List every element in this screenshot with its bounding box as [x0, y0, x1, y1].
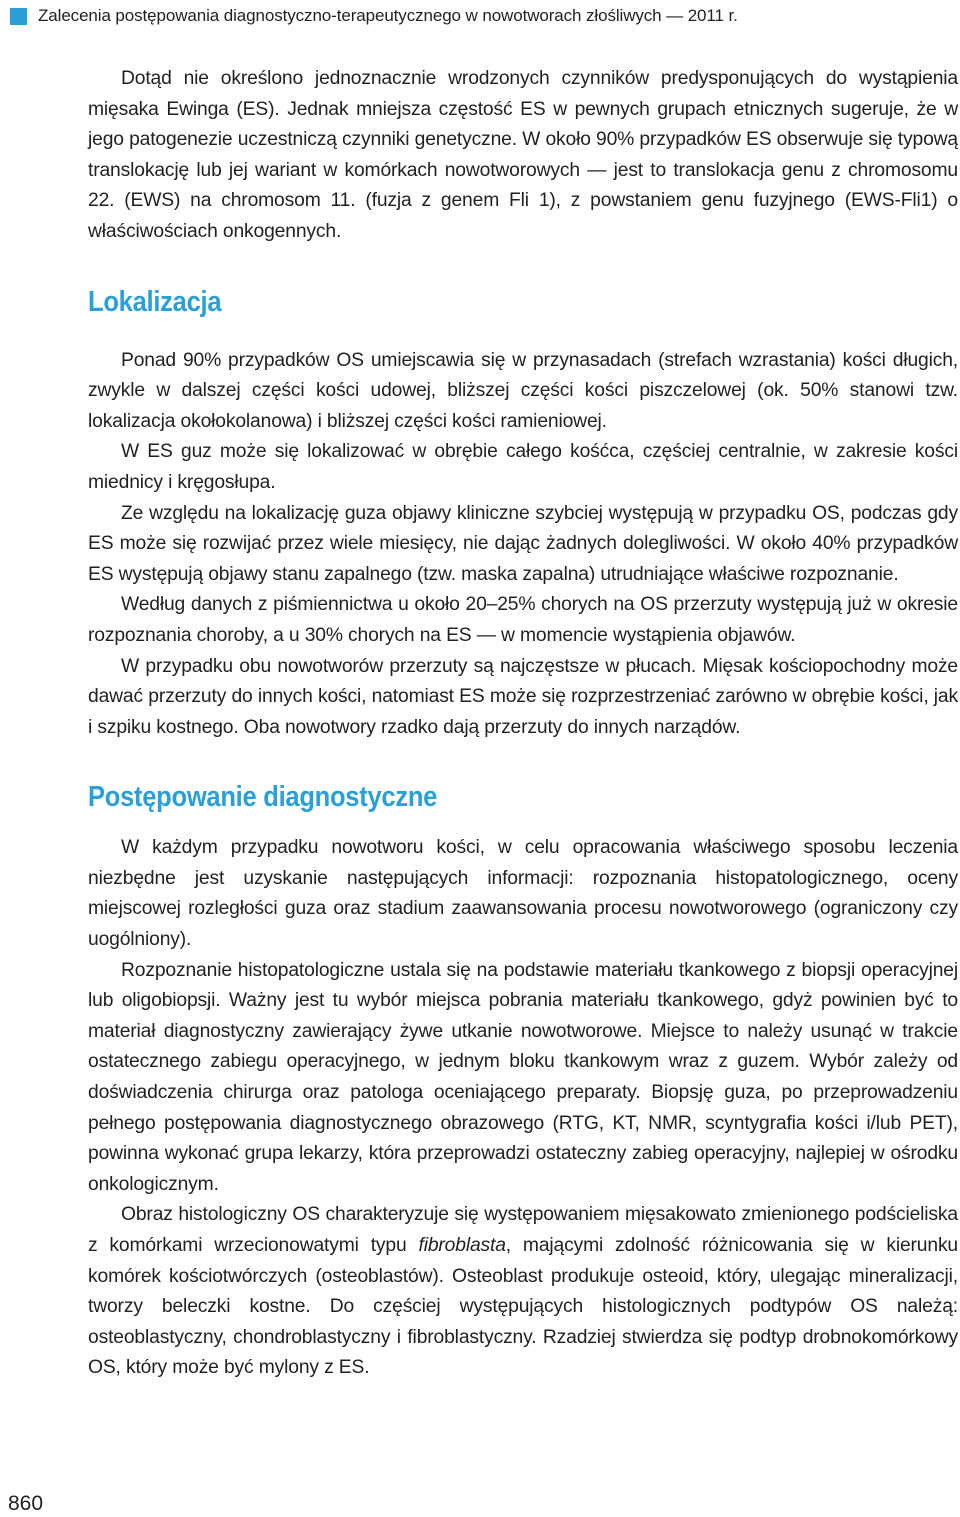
page-number: 860: [8, 1492, 44, 1515]
section-heading-diagnostics: Postępowanie diagnostyczne: [88, 781, 438, 814]
running-header-text: Zalecenia postępowania diagnostyczno-terapeutycznego w nowotworach złośliwych — 2011 r.: [38, 6, 738, 25]
running-header: [10, 4, 950, 28]
intro-paragraph: Dotąd nie określono jednoznacznie wrodzonych czynników predysponujących do wystąpienia mięsaka Ewinga (ES). Jednak mniejsza częstość ES w pewnych grupach etnicznych sugeruje, że w jego patogenezie uczestniczą czynniki genetyczne. W około 90% przypadków ES obserwuje się typową translokację lub jej wariant w komórkach nowotworowych — jest to translokacja genu z chromosomu 22. (EWS) na chromosom 11. (fuzja z genem Fli 1), z powstaniem genu fuzyjnego (EWS-Fli1) o właściwościach onkogennych.: [88, 68, 958, 242]
diagnostics-paragraph-3-end: , mającymi zdolność różnicowania się w kierunku komórek kościotwórczych (osteoblastów). Osteoblast produkuje osteoid, który, ulegając mineralizacji, tworzy beleczki kostne. Do częściej występujących histologicznych podtypów OS należą: osteoblastyczny, chondroblastyczny i fibroblastyczny. Rzadziej stwierdza się podtyp drobnokomórkowy OS, który może być mylony z ES.: [88, 1235, 959, 1379]
fibroblasta-term: fibroblasta: [418, 1235, 506, 1256]
diagnostics-paragraph-3: [88, 1200, 958, 1384]
section-heading-localization: Lokalizacja: [88, 285, 222, 318]
localization-paragraph-2: W ES guz może się lokalizować w obrębie całego kośćca, częściej centralnie, w zakresie kości miednicy i kręgosłupa.: [88, 441, 958, 493]
localization-paragraph-4: Według danych z piśmiennictwa u około 20–25% chorych na OS przerzuty występują już w okresie rozpoznania choroby, a u 30% chorych na ES — w momencie wystąpienia objawów.: [88, 594, 958, 646]
diagnostics-paragraph-1: W każdym przypadku nowotworu kości, w celu opracowania właściwego sposobu leczenia niezbędne jest uzyskanie następujących informacji: rozpoznania histopatologicznego, oceny miejscowej rozległości guza oraz stadium zaawansowania procesu nowotworowego (ograniczony czy uogólniony).: [88, 837, 958, 951]
localization-paragraph-3: Ze względu na lokalizację guza objawy kliniczne szybciej występują w przypadku OS, podczas gdy ES może się rozwijać przez wiele miesięcy, nie dając żadnych dolegliwości. W około 40% przypadków ES występują objawy stanu zapalnego (tzw. maska zapalna) utrudniające właściwe rozpoznanie.: [88, 502, 958, 585]
diagnostics-paragraph-2: Rozpoznanie histopatologiczne ustala się na podstawie materiału tkankowego z biopsji operacyjnej lub oligobiopsji. Ważny jest tu wybór miejsca pobrania materiału tkankowego, gdyż powinien być to materiał diagnostyczny zawierający żywe utkanie nowotworowe. Miejsce to należy usunąć w trakcie ostatecznego zabiegu operacyjnego, w jednym bloku tkankowym wraz z guzem. Wybór zależy od doświadczenia chirurga oraz patologa oceniającego preparaty. Biopsję guza, po przeprowadzeniu pełnego postępowania diagnostycznego obrazowego (RTG, KT, NMR, scyntygrafia kości i/lub PET), powinna wykonać grupa lekarzy, która przeprowadzi ostateczny zabieg operacyjny, najlepiej w ośrodku onkologicznym.: [88, 959, 958, 1195]
page-content: [88, 64, 958, 1384]
diagnostics-paragraph-3-start: Obraz histologiczny OS charakteryzuje się występowaniem mięsakowato zmienionego podścieliska z komórkami wrzecionowatymi typu: [88, 1204, 958, 1256]
localization-paragraph-5: W przypadku obu nowotworów przerzuty są najczęstsze w płucach. Mięsak kościopochodny może dawać przerzuty do innych kości, natomiast ES może się rozprzestrzeniać zarówno w obrębie kości, jak i szpiku kostnego. Oba nowotwory rzadko dają przerzuty do innych narządów.: [88, 655, 958, 738]
header-accent-square: [10, 8, 27, 25]
localization-paragraph-1: Ponad 90% przypadków OS umiejscawia się w przynasadach (strefach wzrastania) kości długich, zwykle w dalszej części kości udowej, bliższej części kości piszczelowej (ok. 50% stanowi tzw. lokalizacja okołokolanowa) i bliższej części kości ramieniowej.: [88, 349, 958, 432]
